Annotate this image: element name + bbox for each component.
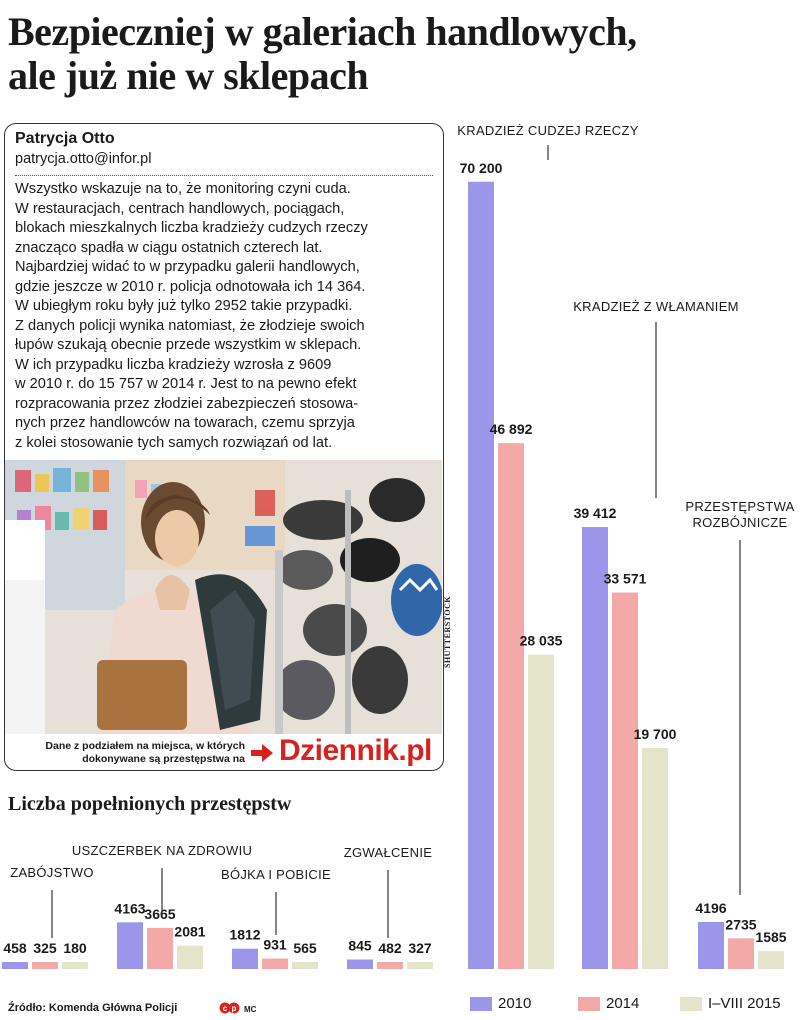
bar: [232, 949, 258, 969]
legend-label: 2014: [606, 995, 640, 1012]
story-line: W ich przypadku liczba kradzieży wzrosła z 9609: [15, 356, 332, 373]
bar: [117, 922, 143, 969]
bar: [498, 443, 524, 969]
story-line: W restauracjach, centrach handlowych, pociągach,: [15, 200, 345, 217]
bar-value-label: 325: [33, 940, 57, 956]
legend-swatch: [680, 997, 702, 1011]
bar: [347, 960, 373, 969]
story-line: rozpracowania przez złodziei zabezpieczeń stosowa-: [15, 395, 359, 412]
dziennik-logo-link[interactable]: Dziennik.pl: [279, 734, 432, 767]
story-line: w 2010 r. do 15 757 w 2014 r. Jest to na pewno efekt: [15, 376, 357, 392]
bar-value-label: 2081: [174, 923, 206, 940]
category-label: BÓJKA I POBICIE: [221, 867, 331, 882]
bar: [32, 962, 58, 969]
legend-label: 2010: [498, 995, 532, 1012]
bar-value-label: 28 035: [519, 632, 563, 649]
bar-value-label: 180: [63, 940, 87, 956]
author-name: Patrycja Otto: [15, 130, 115, 147]
bar: [642, 748, 668, 969]
chart-title: Liczba popełnionych przestępstw: [8, 793, 292, 815]
bar: [468, 182, 494, 969]
bar-value-label: 70 200: [459, 159, 503, 176]
bar-value-label: 845: [348, 937, 372, 954]
category-label: USZCZERBEK NA ZDROWIU: [71, 843, 253, 858]
story-line: gdzie jeszcze w 2010 r. policja odnotowała ich 14 364.: [15, 278, 366, 295]
bar: [528, 655, 554, 969]
story-line: Najbardziej widać to w przypadku galerii handlowych,: [15, 259, 360, 275]
story-line: Wszystko wskazuje na to, że monitoring czyni cuda.: [15, 181, 351, 197]
bar-value-label: 565: [293, 940, 317, 956]
legend-item-2014: [578, 995, 639, 1012]
bar: [582, 527, 608, 969]
category-label: ZGWAŁCENIE: [343, 845, 433, 860]
bar-value-label: 2735: [725, 916, 757, 933]
bar-value-label: 1585: [755, 929, 787, 946]
bar: [62, 962, 88, 969]
bar-value-label: 19 700: [633, 726, 677, 743]
bar-value-label: 327: [408, 940, 432, 956]
bar: [758, 951, 784, 969]
bar: [407, 962, 433, 969]
story-line: z kolei stosowanie tych samych rozwiązań od lat.: [15, 434, 333, 451]
bar-value-label: 482: [378, 940, 402, 956]
bar-value-label: 33 571: [603, 570, 647, 587]
legend-item-2010: [470, 995, 531, 1012]
story-line: Z danych policji wynika natomiast, że złodzieje swoich: [15, 317, 365, 334]
story-line: W ubiegłym roku były już tylko 2952 takie przypadki.: [15, 298, 353, 314]
bar: [698, 922, 724, 969]
svg-text:c: c: [222, 1004, 228, 1013]
bar: [262, 959, 288, 969]
bar: [612, 593, 638, 969]
category-label: KRADZIEŻ CUDZEJ RZECZY: [457, 123, 639, 138]
bar-value-label: 1812: [229, 926, 261, 943]
legend-swatch: [470, 997, 492, 1011]
legend-item-2015: [680, 995, 781, 1012]
bar: [147, 928, 173, 969]
category-label: KRADZIEŻ Z WŁAMANIEM: [573, 299, 739, 314]
bar: [728, 938, 754, 969]
promo-line-1: Dane z podziałem na miejsca, w których: [45, 740, 245, 752]
bar: [377, 962, 403, 969]
author-email[interactable]: patrycja.otto@infor.pl: [15, 151, 152, 167]
copyright-badge-icon: [219, 1001, 241, 1015]
bar-value-label: 39 412: [573, 505, 617, 522]
headline-line-1: Bezpieczniej w galeriach handlowych,: [8, 9, 637, 54]
author-initials: MC: [244, 1005, 257, 1014]
bar-value-label: 46 892: [489, 421, 533, 438]
story-line: łupów szukają obecnie przede wszystkim w sklepach.: [15, 337, 362, 353]
category-label: PRZESTĘPSTWA: [685, 499, 795, 514]
legend-swatch: [578, 997, 600, 1011]
bar: [177, 946, 203, 969]
headline-line-2: ale już nie w sklepach: [8, 53, 369, 98]
bar-value-label: 3665: [144, 905, 176, 922]
photo-credit: SHUTTERSTOCK: [443, 595, 452, 668]
promo-line-2: dokonywane są przestępstwa na: [82, 753, 245, 765]
bar-value-label: 4196: [695, 899, 727, 916]
bar-value-label: 458: [3, 940, 27, 956]
source-note: Źródło: Komenda Główna Policji: [8, 1002, 178, 1014]
category-label: ZABÓJSTWO: [10, 865, 94, 880]
bar-value-label: 4163: [114, 900, 146, 917]
story-line: nych przez handlowców na towarach, czemu sprzyja: [15, 415, 355, 431]
bar: [2, 962, 28, 969]
svg-text:p: p: [231, 1004, 237, 1013]
bar-value-label: 931: [263, 936, 287, 953]
legend-label: I–VIII 2015: [708, 995, 781, 1012]
bar: [292, 962, 318, 969]
story-line: znacząco spadła w ciągu ostatnich czterech lat.: [15, 239, 323, 256]
category-label: ROZBÓJNICZE: [692, 515, 788, 530]
story-line: blokach mieszkalnych liczba kradzieży cudzych rzeczy: [15, 220, 368, 236]
